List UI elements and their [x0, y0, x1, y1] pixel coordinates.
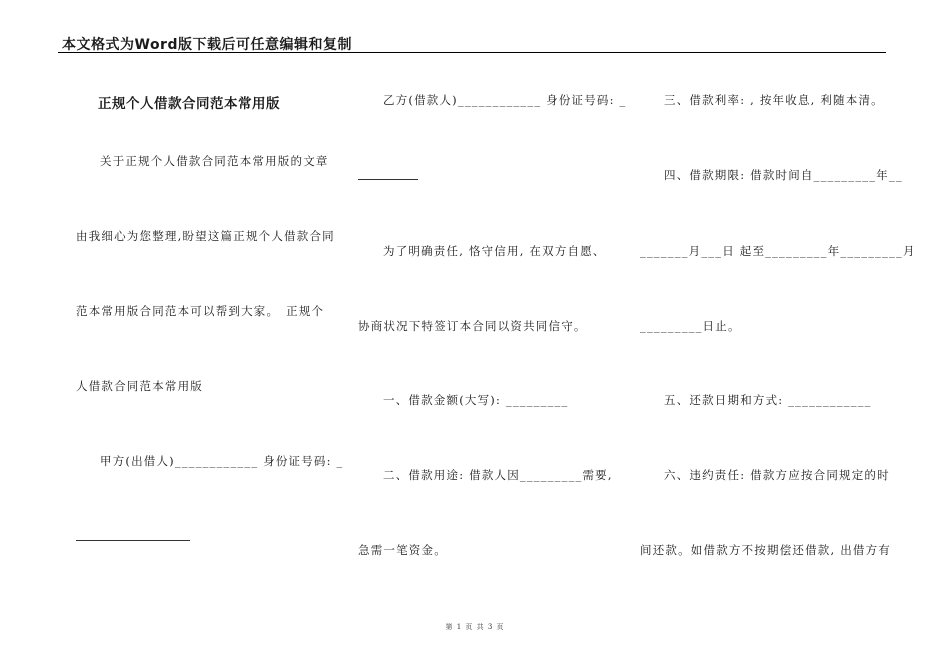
clause-3-interest: 三、借款利率: , 按年收息, 利随本清。 [664, 93, 884, 107]
intro-line-3: 范本常用版合同范本可以帮到大家。 正规个 [76, 304, 325, 318]
document-title: 正规个人借款合同范本常用版 [98, 96, 280, 112]
intro-line-2: 由我细心为您整理,盼望这篇正规个人借款合同 [76, 229, 335, 243]
clause-6-breach: 六、违约责任: 借款方应按合同规定的时 [664, 468, 890, 482]
page-number: 第 1 页 共 3 页 [445, 623, 505, 631]
intro-line-4: 人借款合同范本常用版 [76, 379, 203, 393]
party-a-id-blank [76, 540, 190, 541]
preamble-line-2: 协商状况下特签订本合同以资共同信守。 [358, 319, 587, 333]
clause-5-repayment: 五、还款日期和方式: ____________ [664, 393, 872, 407]
party-a-line: 甲方(出借人)____________ 身份证号码: _ [100, 454, 344, 468]
page-header: 本文格式为Word版下载后可任意编辑和复制 [62, 37, 352, 53]
clause-2-purpose: 二、借款用途: 借款人因_________需要, [383, 468, 613, 482]
clause-6-breach-cont: 间还款。如借款方不按期偿还借款, 出借方有 [640, 543, 892, 557]
clause-4-term-cont: _______月___日 起至_________年_________月 [640, 244, 916, 258]
header-rule [58, 52, 886, 53]
clause-2-purpose-cont: 急需一笔资金。 [358, 543, 447, 557]
party-b-line: 乙方(借款人)____________ 身份证号码: _ [383, 93, 627, 107]
clause-1-amount: 一、借款金额(大写): _________ [383, 393, 569, 407]
intro-line-1: 关于正规个人借款合同范本常用版的文章 [100, 154, 329, 168]
clause-4-term-end: _________日止。 [640, 319, 741, 333]
clause-4-term: 四、借款期限: 借款时间自_________年__ [664, 168, 903, 182]
party-b-id-blank [358, 179, 418, 180]
preamble-line-1: 为了明确责任, 恪守信用, 在双方自愿、 [383, 244, 606, 258]
